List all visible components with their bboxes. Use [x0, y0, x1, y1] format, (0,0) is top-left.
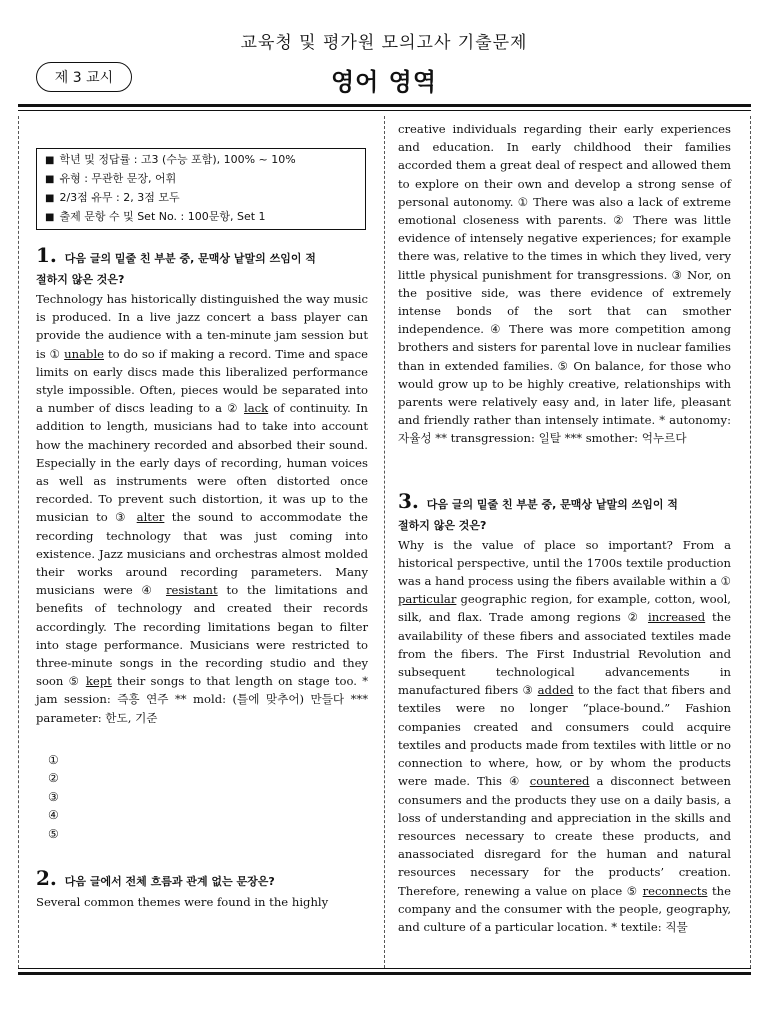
info-count: ■ 출제 문항 수 및 Set No. : 100문항, Set 1: [45, 208, 357, 227]
question-2-passage-cont: creative individuals regarding their early experiences and education. In early childhood their families accorded them a great deal of respect and allowed them to explore on their own and develop a strong sense of personal autonomy. ① There was also a lack of extreme emotional closeness with parents. ② There was little evidence of intensely negative experiences; for example there was, relative to the times in which they lived, very little physical punishment for transgressions. ③ Nor, on the positive side, was there evidence of extremely intense bonds of the sort that can smother independence. ④ There was more competition among brothers and sisters for parental love in nuclear families than in extended families. ⑤ On balance, for those who would grow up to be highly creative, relationships with parents were relatively easy and, in later life, pleasant and friendly rather than intensely intimate. * autonomy: 자율성 ** transgression: 일탈 *** smother: 억누르다: [398, 122, 731, 446]
underlined-word: unable: [64, 346, 105, 361]
info-type: ■ 유형 : 무관한 문장, 어휘: [45, 170, 357, 189]
underlined-word: alter: [136, 510, 165, 525]
underlined-word: kept: [85, 674, 112, 689]
right-column: [398, 120, 731, 936]
header-rule: [18, 104, 751, 107]
question-1-passage: Technology has historically distinguished the way music is produced. In a live jazz concert a bass player can provide the audience with a ten-minute jam session but is ① unable to do so if making a record. Time and space limits on early discs made this liberalized performance style impossible. Often, pieces would be separated into a number of discs leading to a ② lack of continuity. In addition to length, musicians had to take into account how the machinery recorded and absorbed their sound. Especially in the early days of recording, human voices as well as instruments were often distorted once recorded. To prevent such distortion, it was up to the musician to ③ alter the sound to accommodate the recording technology that was just coming into existence. Jazz musicians and orchestras almost molded their works around recording parameters. Many musicians were ④ resistant to the limitations and benefits of technology and created their records accordingly. The recording limitations began to filter into stage performance. Musicians were restricted to three-minute songs in the recording studio and they soon ⑤ kept their songs to that length on stage too. * jam session: 즉흥 연주 ** mold: (틀에 맞추어) 만들다 *** parameter: 한도, 기준: [36, 292, 368, 725]
choice-5[interactable]: ⑤: [48, 826, 59, 841]
question-2-passage-start: Several common themes were found in the highly: [36, 894, 329, 909]
question-3-number: 3.: [398, 488, 419, 513]
choice-2[interactable]: ②: [48, 771, 59, 786]
period-badge: 제 3 교시: [36, 62, 132, 92]
question-3-heading: [398, 490, 731, 536]
underlined-word: countered: [529, 774, 590, 789]
underlined-word: particular: [398, 592, 457, 607]
question-1-prompt: 다음 글의 밑줄 친 부분 중, 문맥상 낱말의 쓰임이 적: [64, 252, 316, 265]
footer-rule: [18, 972, 751, 975]
subject-title: 영어 영역: [330, 68, 438, 96]
left-column: [36, 148, 368, 911]
underlined-word: increased: [647, 610, 706, 625]
question-1-choices: [48, 751, 368, 843]
info-box: [36, 148, 366, 230]
header-rule-thin: [18, 110, 751, 111]
left-border: [18, 116, 19, 968]
underlined-word: added: [537, 683, 574, 698]
underlined-word: resistant: [165, 583, 218, 598]
underlined-word: reconnects: [642, 883, 708, 898]
question-3-prompt: 다음 글의 밑줄 친 부분 중, 문맥상 낱말의 쓰임이 적: [426, 497, 678, 511]
choice-1[interactable]: ①: [48, 752, 59, 767]
series-title: 교육청 및 평가원 모의고사 기출문제: [240, 33, 528, 53]
question-2-number: 2.: [36, 865, 57, 890]
choice-3[interactable]: ③: [48, 789, 59, 804]
question-1-number: 1.: [36, 243, 57, 267]
question-3-passage: Why is the value of place so important? From a historical perspective, until the 1700s textile production was a hand process using the fibers available within a ① particular geographic region, for example, cotton, wool, silk, and flax. Trade among regions ② increased the availability of these fibers and associated textiles made from the fibers. The First Industrial Revolution and subsequent technological advancements in manufactured fibers ③ added to the fact that fibers and textiles were no longer “place-bound.” Fashion companies created and consumers could acquire textiles and products made from textiles with little or no connection to where, how, or by whom the products were made. This ④ countered a disconnect between consumers and the products they use on a daily basis, a loss of understanding and appreciation in the skills and resources necessary to create these products, and anassociated disregard for the human and natural resources necessary for the products’ creation. Therefore, renewing a value on place ⑤ reconnects the company and the consumer with the people, geography, and culture of a particular location. * textile: 직물: [398, 537, 731, 934]
info-points: ■ 2/3점 유무 : 2, 3점 모두: [45, 189, 357, 208]
question-3-prompt-cont: 절하지 않은 것은?: [398, 518, 487, 532]
choice-4[interactable]: ④: [48, 808, 59, 823]
question-1-prompt-cont: 절하지 않은 것은?: [36, 273, 125, 286]
question-2-prompt: 다음 글에서 전체 흐름과 관계 없는 문장은?: [64, 874, 275, 888]
underlined-word: lack: [243, 401, 269, 416]
footer-rule-thin: [18, 968, 751, 969]
column-divider: [384, 116, 385, 968]
info-grade: ■ 학년 및 정답률 : 고3 (수능 포함), 100% ~ 10%: [45, 151, 357, 170]
question-2-heading: [36, 867, 368, 893]
right-border: [750, 116, 751, 968]
question-1-heading: [36, 244, 368, 290]
